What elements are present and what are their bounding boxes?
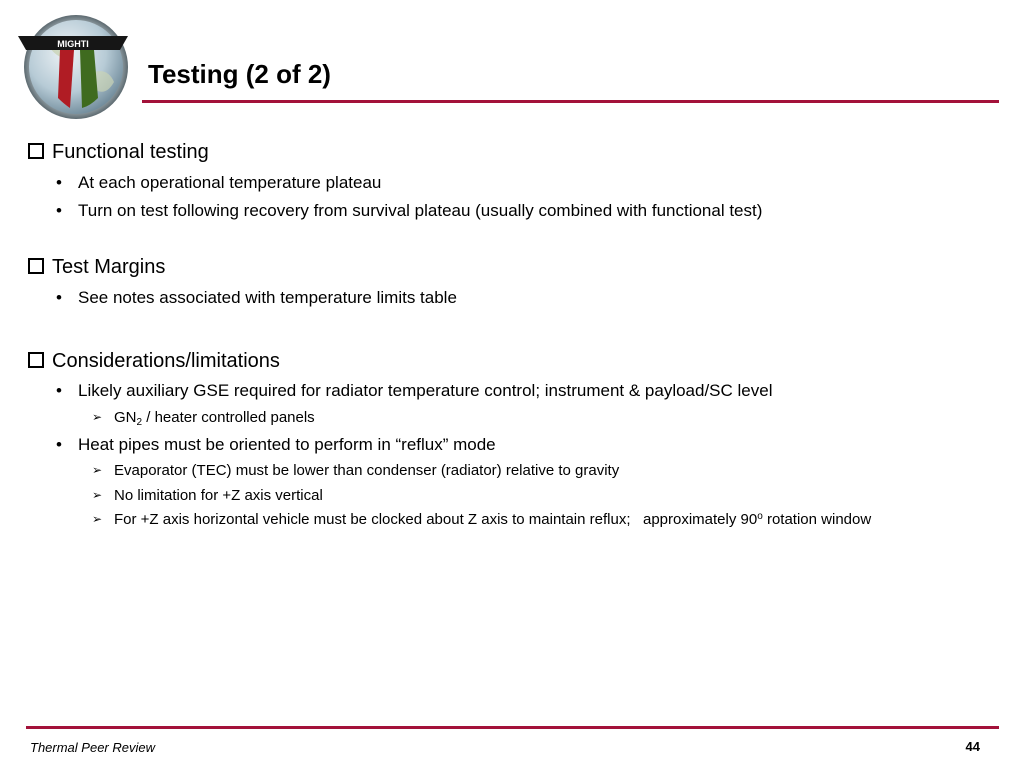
title-divider: [142, 100, 999, 103]
sub-list-item: [92, 487, 323, 504]
bullet-dot-icon: •: [56, 173, 62, 192]
superscript-text: o: [757, 511, 763, 522]
bullet-dot-icon: •: [56, 435, 62, 454]
list-item-text: At each operational temperature plateau: [78, 173, 382, 192]
list-item-text: Likely auxiliary GSE required for radiator temperature control; instrument & payload/SC level: [78, 381, 773, 400]
list-item: [56, 288, 457, 308]
arrow-bullet-icon: ➢: [92, 410, 103, 424]
footer-divider: [26, 726, 999, 729]
sub-list-item: [92, 409, 315, 428]
section-heading-text: Test Margins: [52, 256, 166, 278]
sub-item-text-suffix: / heater controlled panels: [142, 409, 315, 426]
checkbox-bullet-icon: [28, 258, 44, 274]
bullet-dot-icon: •: [56, 288, 62, 307]
sub-item-text: Evaporator (TEC) must be lower than condenser (radiator) relative to gravity: [114, 462, 620, 479]
sub-list-item: [92, 511, 871, 528]
subscript-text: 2: [136, 417, 143, 428]
list-item: [56, 201, 762, 221]
bullet-dot-icon: •: [56, 201, 62, 220]
list-item: [56, 435, 496, 455]
page-title: Testing (2 of 2): [148, 59, 331, 89]
footer-title: Thermal Peer Review: [30, 740, 155, 755]
sub-item-text: No limitation for +Z axis vertical: [114, 487, 323, 504]
list-item: [56, 173, 381, 193]
logo-text: MIGHTI: [57, 39, 89, 49]
section-heading-test-margins: [28, 256, 165, 279]
sub-item-text-suffix: rotation window: [762, 511, 872, 528]
page-number: 44: [965, 739, 980, 754]
bullet-dot-icon: •: [56, 381, 62, 400]
arrow-bullet-icon: ➢: [92, 512, 103, 526]
section-heading-text: Considerations/limitations: [52, 350, 280, 372]
sub-item-text: GN: [114, 409, 137, 426]
arrow-bullet-icon: ➢: [92, 488, 103, 502]
section-heading-considerations: [28, 350, 280, 373]
section-heading-functional-testing: [28, 141, 209, 164]
sub-item-text: For +Z axis horizontal vehicle must be clocked about Z axis to maintain reflux; approximately 90: [114, 511, 758, 528]
list-item-text: See notes associated with temperature limits table: [78, 288, 457, 307]
mighti-logo: [16, 12, 132, 122]
sub-list-item: [92, 462, 619, 479]
checkbox-bullet-icon: [28, 352, 44, 368]
section-heading-text: Functional testing: [52, 141, 209, 163]
arrow-bullet-icon: ➢: [92, 463, 103, 477]
checkbox-bullet-icon: [28, 143, 44, 159]
list-item: [56, 381, 773, 401]
list-item-text: Heat pipes must be oriented to perform in “reflux” mode: [78, 435, 496, 454]
list-item-text: Turn on test following recovery from survival plateau (usually combined with functional test): [78, 201, 763, 220]
